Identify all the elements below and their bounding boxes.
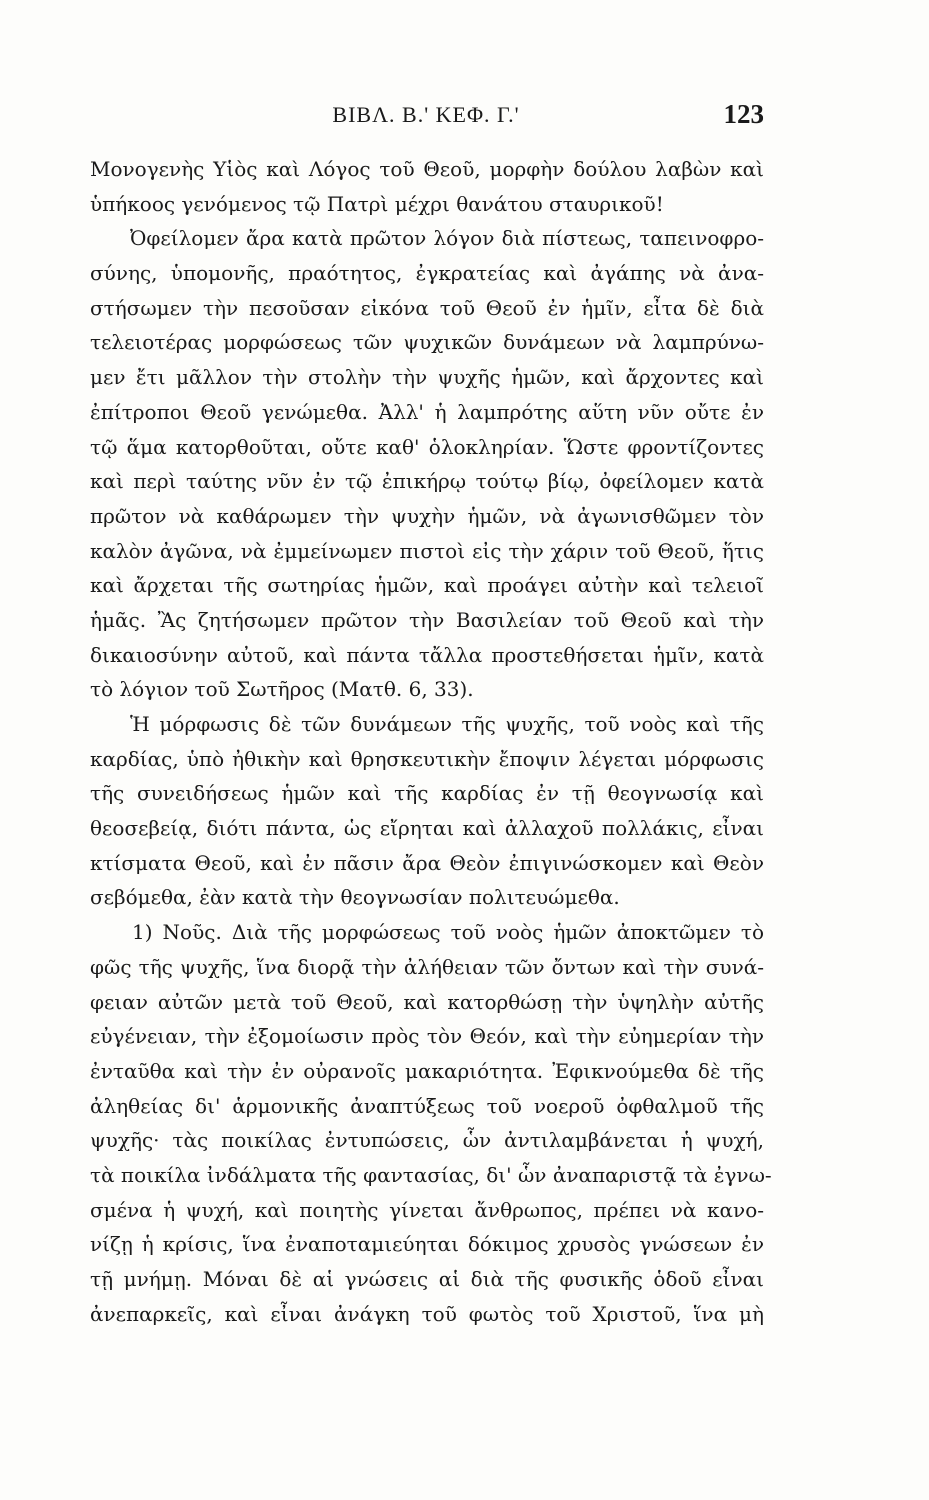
text-line: εὐγένειαν, τὴν ἐξομοίωσιν πρὸς τὸν Θεόν, καὶ τὴν εὐημερίαν τὴν <box>90 1024 764 1049</box>
text-line: Ὀφείλομεν ἄρα κατὰ πρῶτον λόγον διὰ πίστεως, ταπεινοφρο- <box>130 226 764 251</box>
text-line: ψυχῆς· τὰς ποικίλας ἐντυπώσεις, ὧν ἀντιλαμβάνεται ἡ ψυχή, <box>90 1128 764 1153</box>
text-line: ἀληθείας δι' ἁρμονικῆς ἀναπτύξεως τοῦ νοεροῦ ὀφθαλμοῦ τῆς <box>90 1093 764 1118</box>
text-line: ἀνεπαρκεῖς, καὶ εἶναι ἀνάγκη τοῦ φωτὸς τοῦ Χριστοῦ, ἵνα μὴ <box>90 1301 764 1326</box>
text-line: ὑπήκοος γενόμενος τῷ Πατρὶ μέχρι θανάτου σταυρικοῦ! <box>90 191 664 216</box>
page-number: 123 <box>723 99 764 129</box>
text-line: πρῶτον νὰ καθάρωμεν τὴν ψυχὴν ἡμῶν, νὰ ἀγωνισθῶμεν τὸν <box>90 503 764 528</box>
body-text <box>90 152 772 1331</box>
text-line: τῆς συνειδήσεως ἡμῶν καὶ τῆς καρδίας ἐν τῇ θεογνωσίᾳ καὶ <box>90 781 764 806</box>
running-title: ΒΙΒΛ. Β.' ΚΕΦ. Γ.' <box>332 102 520 127</box>
text-line: τὰ ποικίλα ἰνδάλματα τῆς φαντασίας, δι' ὧν ἀναπαριστᾷ τὰ ἐγνω- <box>90 1162 772 1187</box>
text-line: κτίσματα Θεοῦ, καὶ ἐν πᾶσιν ἄρα Θεὸν ἐπιγινώσκομεν καὶ Θεὸν <box>90 850 764 875</box>
running-head <box>88 99 764 142</box>
text-line: θεοσεβείᾳ, διότι πάντα, ὡς εἴρηται καὶ ἀλλαχοῦ πολλάκις, εἶναι <box>90 816 764 841</box>
text-line: σεβόμεθα, ἐὰν κατὰ τὴν θεογνωσίαν πολιτευώμεθα. <box>90 885 620 910</box>
text-line: τῷ ἅμα κατορθοῦται, οὔτε καθ' ὁλοκληρίαν. Ὥστε φροντίζοντες <box>90 434 764 459</box>
text-line: καλὸν ἀγῶνα, νὰ ἐμμείνωμεν πιστοὶ εἰς τὴν χάριν τοῦ Θεοῦ, ἥτις <box>90 538 764 563</box>
text-line: ἡμᾶς. Ἂς ζητήσωμεν πρῶτον τὴν Βασιλείαν τοῦ Θεοῦ καὶ τὴν <box>90 607 764 632</box>
text-line: καὶ περὶ ταύτης νῦν ἐν τῷ ἐπικήρῳ τούτῳ βίῳ, ὀφείλομεν κατὰ <box>90 469 764 494</box>
text-line: φειαν αὐτῶν μετὰ τοῦ Θεοῦ, καὶ κατορθώσῃ τὴν ὑψηλὴν αὐτῆς <box>90 989 764 1014</box>
text-line: τῇ μνήμῃ. Μόναι δὲ αἱ γνώσεις αἱ διὰ τῆς φυσικῆς ὁδοῦ εἶναι <box>90 1267 764 1291</box>
text-line: μεν ἔτι μᾶλλον τὴν στολὴν τὴν ψυχῆς ἡμῶν, καὶ ἄρχοντες καὶ <box>90 365 764 390</box>
text-line: τελειοτέρας μορφώσεως τῶν ψυχικῶν δυνάμεων νὰ λαμπρύνω- <box>90 330 764 355</box>
text-line: σμένα ἡ ψυχή, καὶ ποιητὴς γίνεται ἄνθρωπος, πρέπει νὰ κανο- <box>90 1197 764 1222</box>
text-line: δικαιοσύνην αὐτοῦ, καὶ πάντα τἄλλα προστεθήσεται ἡμῖν, κατὰ <box>90 642 764 667</box>
text-line: ἐπίτροποι Θεοῦ γενώμεθα. Ἀλλ' ἡ λαμπρότης αὕτη νῦν οὔτε ἐν <box>90 399 764 424</box>
text-line: στήσωμεν τὴν πεσοῦσαν εἰκόνα τοῦ Θεοῦ ἐν ἡμῖν, εἶτα δὲ διὰ <box>90 295 764 320</box>
text-line: φῶς τῆς ψυχῆς, ἵνα διορᾷ τὴν ἀλήθειαν τῶν ὄντων καὶ τὴν συνά- <box>90 954 764 979</box>
text-line: καὶ ἄρχεται τῆς σωτηρίας ἡμῶν, καὶ προάγει αὐτὴν καὶ τελειοῖ <box>90 573 764 598</box>
text-line: τὸ λόγιον τοῦ Σωτῆρος (Ματθ. 6, 33). <box>90 677 474 702</box>
text-line: Μονογενὴς Υἱὸς καὶ Λόγος τοῦ Θεοῦ, μορφὴν δούλου λαβὼν καὶ <box>90 157 764 181</box>
text-line: σύνης, ὑπομονῆς, πραότητος, ἐγκρατείας καὶ ἀγάπης νὰ ἀνα- <box>90 261 764 286</box>
text-line: ἐνταῦθα καὶ τὴν ἐν οὐρανοῖς μακαριότητα. Ἐφικνούμεθα δὲ τῆς <box>90 1058 764 1083</box>
text-line: νίζῃ ἡ κρίσις, ἵνα ἐναποταμιεύηται δόκιμος χρυσὸς γνώσεων ἐν <box>90 1232 764 1257</box>
text-line: καρδίας, ὑπὸ ἠθικὴν καὶ θρησκευτικὴν ἔποψιν λέγεται μόρφωσις <box>90 746 764 771</box>
text-line: 1) Νοῦς. Διὰ τῆς μορφώσεως τοῦ νοὸς ἡμῶν ἀποκτῶμεν τὸ <box>132 920 764 945</box>
text-line: Ἡ μόρφωσις δὲ τῶν δυνάμεων τῆς ψυχῆς, τοῦ νοὸς καὶ τῆς <box>130 712 764 736</box>
